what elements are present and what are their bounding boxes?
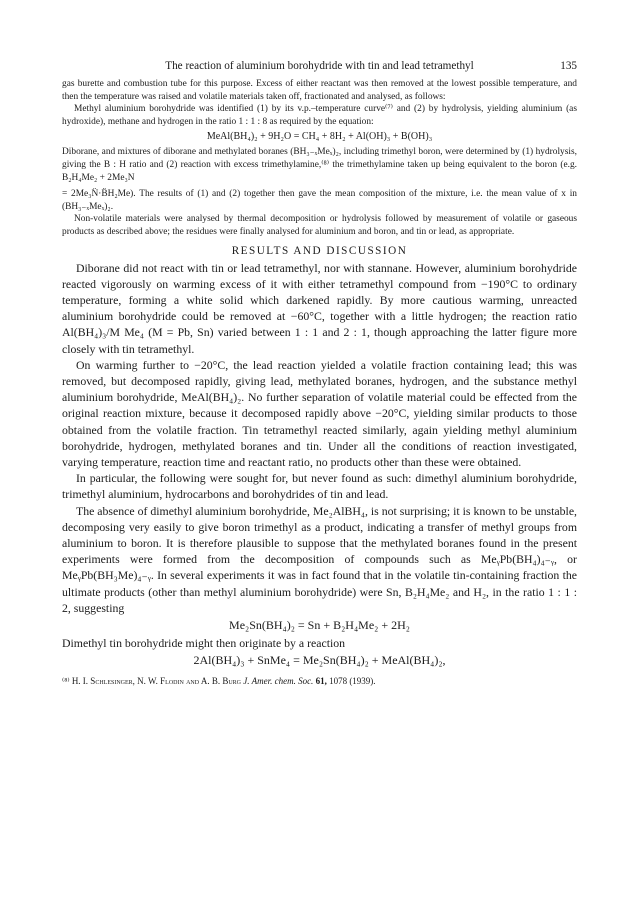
footnote-authors: H. I. Schlesinger, N. W. Flodin and A. B. Burg bbox=[71, 676, 241, 687]
footnote-volume: 61, bbox=[315, 676, 327, 687]
page-header bbox=[62, 60, 577, 78]
results-paragraph-1: Diborane did not react with tin or lead tetramethyl, nor with stannane. However, aluminium borohydride reacted vigorously on warming excess of it with either tetramethyl compound from −190°C to ordinary temperature, forming a white solid which darkened rapidly. By more cautious warming, unreacted aluminium borohydride could be removed at −60°C, together with a little hydrogen; the reaction ratio Al(BH₄)₃/M Me₄ (M = Pb, Sn) varied between 1 : 1 and 2 : 1, though approaching the latter figure more closely with tin tetramethyl. bbox=[62, 260, 577, 356]
footnote bbox=[62, 675, 577, 687]
section-heading: RESULTS AND DISCUSSION bbox=[231, 244, 408, 257]
running-title: The reaction of aluminium borohydride with tin and lead tetramethyl bbox=[165, 60, 474, 72]
methods-paragraph-3-cont: = 2Me₃N̈·B̈H₂Me). The results of (1) and (2) together then gave the mean composition of the mixture, i.e. the mean value of x in (BH₃₋ₓMeₓ)₂. bbox=[62, 189, 577, 212]
methods-paragraph-3: Diborane, and mixtures of diborane and methylated boranes (BH₃₋ₓMeₓ)₂, including trimethyl boron, were determined by (1) hydrolysis, giving the B : H ratio and (2) reaction with excess trimethylamine,⁽⁸⁾ the trimethylamine taken up being equivalent to the boron (e.g. B₂H₄Me₂ + 2Me₃N bbox=[62, 147, 577, 183]
footnote-pages: 1078 (1939). bbox=[329, 676, 376, 687]
methods-paragraph-1: gas burette and combustion tube for this purpose. Excess of either reactant was then removed at the lowest possible temperature, and then the temperature was raised and volatile materials taken off, fractionated and analysed, as follows: bbox=[62, 79, 577, 102]
hydrolysis-equation: MeAl(BH₄)₂ + 9H₂O = CH₄ + 8H₂ + Al(OH)₃ + B(OH)₃ bbox=[206, 131, 433, 143]
footnote-journal: J. Amer. chem. Soc. bbox=[243, 676, 314, 687]
formation-equation: 2Al(BH₄)₃ + SnMe₄ = Me₂Sn(BH₄)₂ + MeAl(BH₄)₂, bbox=[193, 653, 446, 668]
methods-paragraph-4: Non-volatile materials were analysed by thermal decomposition or hydrolysis followed by measurement of volatile or gaseous products as described above; the residues were finally analysed for aluminium and boron, and tin or lead, as appropriate. bbox=[62, 214, 577, 237]
results-paragraph-3: In particular, the following were sought for, but never found as such: dimethyl aluminium borohydride, trimethyl aluminium, hydrocarbons and borohydrides of tin and lead. bbox=[62, 471, 577, 502]
footnote-marker: ⁽⁸⁾ bbox=[62, 676, 70, 687]
page-number: 135 bbox=[560, 60, 577, 72]
results-paragraph-5: Dimethyl tin borohydride might then originate by a reaction bbox=[62, 636, 346, 650]
results-paragraph-4: The absence of dimethyl aluminium borohydride, Me₂AlBH₄, is not surprising; it is known to be unstable, decomposing very easily to give boron trimethyl as a product, indicating a transfer of methyl groups from aluminium to boron. It is therefore plausible to suppose that the methylated boranes found in the present experiments were formed from the decomposition of compounds such as MeᵧPb(BH₄)₄₋ᵧ, or MeᵧPb(BH₃Me)₄₋ᵧ. In several experiments it was in fact found that in the volatile tin-containing fraction the ultimate products (other than methyl aluminium borohydride) were Sn, B₂H₄Me₂ and H₂, in the ratio 1 : 1 : 2, suggesting bbox=[62, 503, 578, 615]
results-paragraph-2: On warming further to −20°C, the lead reaction yielded a volatile fraction containing lead; this was removed, but decomposed rapidly, giving lead, methylated boranes, hydrogen, and the substance methyl aluminium borohydride, MeAl(BH₄)₂. No further separation of volatile material could be effected from the original reaction mixture, because it decomposed rapidly above −20°C, yielding similar products to those obtained from the volatile fraction. Tin tetramethyl reacted similarly, again yielding methyl aluminium borohydride, hydrogen, methylated boranes and tin. Under all the conditions of reaction investigated, varying temperature, reaction time and reactant ratio, no products other than these were obtained. bbox=[62, 357, 577, 469]
decomposition-equation: Me₂Sn(BH₄)₂ = Sn + B₂H₄Me₂ + 2H₂ bbox=[229, 618, 410, 632]
journal-page bbox=[62, 60, 577, 687]
methods-paragraph-2: Methyl aluminium borohydride was identified (1) by its v.p.–temperature curve⁽⁷⁾ and (2) by hydrolysis, yielding aluminium (as hydroxide), methane and hydrogen in the ratio 1 : 1 : 8 as required by the equation: bbox=[62, 104, 577, 127]
